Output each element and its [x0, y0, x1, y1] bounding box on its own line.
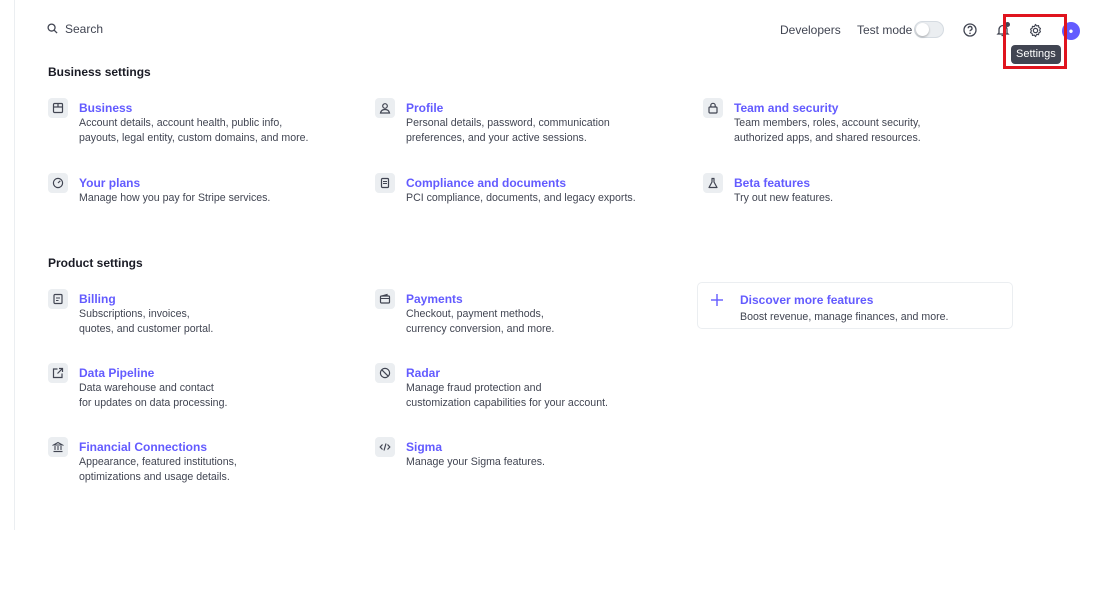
- item-description: Personal details, password, communication preferences, and your active sessions.: [406, 117, 610, 144]
- notification-dot: [1005, 22, 1010, 27]
- item-description: Account details, account health, public info, payouts, legal entity, custom domains, and more.: [79, 117, 309, 144]
- document-icon: [375, 173, 395, 193]
- bank-icon: [48, 437, 68, 457]
- top-bar: [0, 0, 1102, 60]
- settings-item-payments[interactable]: [375, 292, 675, 337]
- item-description: Team members, roles, account security, authorized apps, and shared resources.: [734, 117, 921, 144]
- wallet-icon: [375, 289, 395, 309]
- item-title: Team and security: [734, 101, 839, 115]
- flask-icon: [703, 173, 723, 193]
- item-title: Data Pipeline: [79, 366, 155, 380]
- account-avatar[interactable]: [1062, 22, 1080, 40]
- lock-icon: [703, 98, 723, 118]
- settings-item-financial-connections[interactable]: [48, 440, 348, 485]
- avatar-initial: •: [1068, 24, 1074, 38]
- search-placeholder: Search: [65, 22, 104, 36]
- settings-item-beta-features[interactable]: [703, 176, 1003, 206]
- settings-item-business[interactable]: [48, 101, 348, 146]
- discover-title: Discover more features: [740, 293, 874, 307]
- export-icon: [48, 363, 68, 383]
- settings-item-radar[interactable]: [375, 366, 675, 411]
- item-description: Appearance, featured institutions, optimizations and usage details.: [79, 456, 237, 483]
- developers-link[interactable]: Developers: [780, 23, 841, 37]
- item-description: Try out new features.: [734, 192, 834, 204]
- search-icon: [47, 23, 59, 35]
- settings-item-billing[interactable]: [48, 292, 348, 337]
- gear-icon[interactable]: [1027, 22, 1043, 38]
- test-mode-toggle[interactable]: [914, 21, 944, 38]
- left-divider: [14, 0, 15, 530]
- discover-description: Boost revenue, manage finances, and more.: [740, 311, 949, 323]
- settings-item-your-plans[interactable]: [48, 176, 348, 206]
- discover-more-features-card[interactable]: [697, 282, 1013, 329]
- item-description: Manage your Sigma features.: [406, 456, 545, 468]
- toggle-knob: [916, 23, 929, 36]
- help-icon[interactable]: [962, 22, 978, 38]
- item-description: Manage fraud protection and customization capabilities for your account.: [406, 382, 608, 409]
- item-title: Sigma: [406, 440, 443, 454]
- settings-item-compliance[interactable]: [375, 176, 675, 206]
- search-input[interactable]: [47, 22, 103, 36]
- settings-item-sigma[interactable]: [375, 440, 675, 470]
- item-description: PCI compliance, documents, and legacy exports.: [406, 192, 636, 204]
- settings-item-data-pipeline[interactable]: [48, 366, 348, 411]
- code-icon: [375, 437, 395, 457]
- item-title: Billing: [79, 292, 116, 306]
- invoice-icon: [48, 289, 68, 309]
- item-title: Profile: [406, 101, 444, 115]
- item-title: Payments: [406, 292, 463, 306]
- item-title: Radar: [406, 366, 441, 380]
- person-icon: [375, 98, 395, 118]
- settings-item-profile[interactable]: [375, 101, 675, 146]
- settings-tooltip: Settings: [1011, 45, 1061, 64]
- product-settings-heading: Product settings: [48, 256, 143, 270]
- settings-item-team-security[interactable]: [703, 101, 1003, 146]
- item-title: Business: [79, 101, 133, 115]
- item-description: Manage how you pay for Stripe services.: [79, 192, 271, 204]
- item-title: Financial Connections: [79, 440, 208, 454]
- plus-icon: [710, 293, 724, 307]
- item-title: Your plans: [79, 176, 141, 190]
- item-description: Subscriptions, invoices, quotes, and customer portal.: [79, 308, 214, 335]
- gauge-icon: [48, 173, 68, 193]
- item-title: Beta features: [734, 176, 811, 190]
- storefront-icon: [48, 98, 68, 118]
- test-mode-label: Test mode: [857, 23, 913, 37]
- item-description: Checkout, payment methods, currency conversion, and more.: [406, 308, 555, 335]
- shield-icon: [375, 363, 395, 383]
- item-title: Compliance and documents: [406, 176, 567, 190]
- business-settings-heading: Business settings: [48, 65, 151, 79]
- item-description: Data warehouse and contact for updates on data processing.: [79, 382, 228, 409]
